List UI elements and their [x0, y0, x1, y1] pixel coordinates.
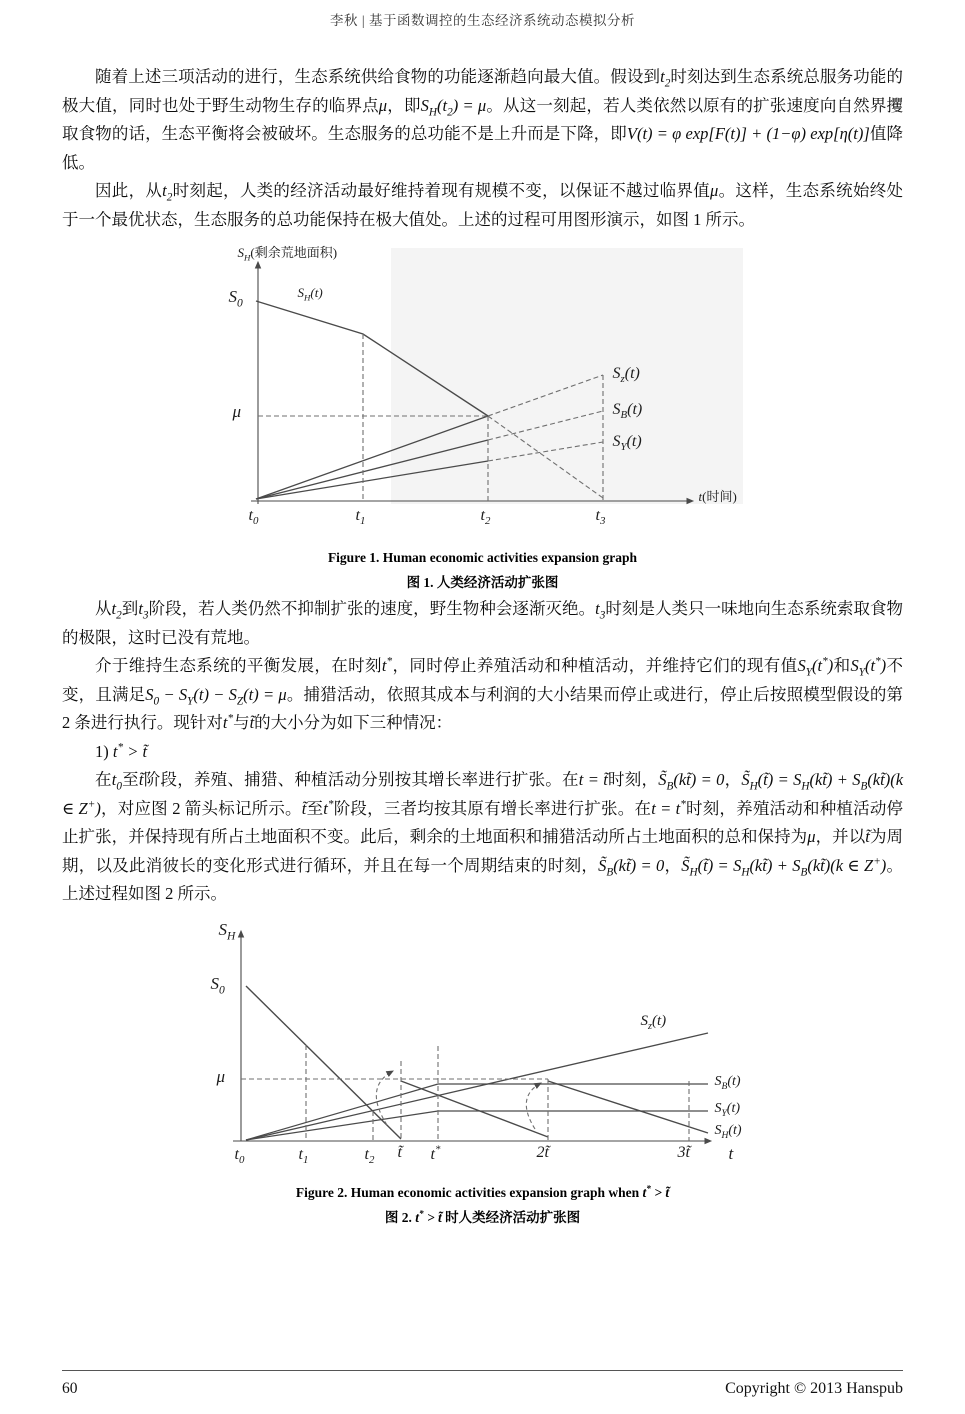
fig1-sz-label: $S_z(t)$: [612, 365, 640, 386]
fig2-sb-label: $S_B(t)$: [714, 1073, 741, 1092]
fig1-x-axis-title: t(时间): [698, 489, 737, 504]
case-1-heading: 1) t* > t̃: [95, 741, 148, 761]
figure-1-caption-zh: 图 1. 人类经济活动扩张图: [406, 575, 559, 590]
fig2-sy-label: $S_Y(t)$: [714, 1100, 741, 1119]
figure-2-chart: [173, 921, 793, 1173]
fig1-mu-label: μ: [232, 402, 242, 421]
fig2-s0-label: $S_0$: [210, 973, 225, 996]
figure-1-caption: [62, 550, 903, 591]
paragraph-4: 介于维持生态系统的平衡发展，在时刻t*，同时停止养殖活动和种植活动，并维持它们的现有值$S_Y(t^*)$和$S_Y(t^*)$不变，且满足$S_0 - S_Y(t) - S_Z(t) = \mu$。捕猎活动，依照其成本与利润的大小结果而停止或进行，停止后按照模型假设的第 2 条进行执行。现针对t*与t̃的大小分为如下三种情况：: [62, 655, 904, 732]
fig1-tick-t2: $t_2$: [480, 507, 491, 528]
page-content: [0, 29, 965, 1226]
paragraph-3: 从$t_2$到$t_3$阶段，若人类仍然不抑制扩张的速度，野生物种会逐渐灭绝。$t_3$时刻是人类只一味地向生态系统索取食物的极限，这时已没有荒地。: [62, 599, 904, 647]
fig1-tick-t1: $t_1$: [355, 507, 366, 528]
fig2-tick-tstar: t*: [430, 1143, 441, 1163]
fig1-y-axis-title: $S_H$(剩余荒地面积): [237, 245, 338, 263]
fig1-s0-label: $S_0$: [228, 287, 243, 310]
figure-2-svg: [173, 921, 793, 1173]
fig1-sh-curve-label: $S_H(t)$: [297, 285, 323, 303]
fig2-y-axis-title: $S_H$: [218, 919, 236, 942]
figure-1-caption-en: Figure 1. Human economic activities expansion graph: [327, 550, 638, 565]
fig2-sz-label: $S_z(t)$: [640, 1012, 667, 1032]
copyright-text: Copyright © 2013 Hanspub: [725, 1380, 903, 1397]
fig1-sy-label: $S_Y(t)$: [612, 433, 642, 454]
paragraph-2: 因此，从$t_2$时刻起，人类的经济活动最好维持着现有规模不变，以保证不越过临界值μ。这样，生态系统始终处于一个最优状态，生态服务的总功能保持在极大值处。上述的过程可用图形演示，如图 1 所示。: [62, 181, 904, 229]
fig1-sb-label: $S_B(t)$: [612, 401, 643, 422]
fig2-tick-t1: $t_1$: [298, 1145, 309, 1166]
paragraph-5: 在$t_0$至t̃阶段，养殖、捕猎、种植活动分别按其增长率进行扩张。在t = t̃时刻，$S̃_B(kt̃) = 0$，$S̃_H(t̃)$ = $S_H(kt̃)$ + $S_B(kt̃)(k$ ∈ Z+)，对应图 2 箭头标记所示。t̃至t*阶段，三者均按其原有增长率进行扩张。在t = t*时刻，养殖活动和种植活动停止扩张，并保持现有所占土地面积不变。此后，剩余的土地面积和捕猎活动所占土地面积的总和保持为μ，并以t̃为周期，以及此消彼长的变化形式进行循环，并且在每一个周期结束的时刻，$S̃_B(kt̃) = 0$，$S̃_H(t̃)$ = $S_H(kt̃)$ + $S_B(kt̃)(k$ ∈ Z+)。上述过程如图 2 所示。: [62, 770, 904, 903]
fig1-tick-t0: $t_0$: [248, 507, 259, 528]
fig1-tick-t3: $t_3$: [595, 507, 606, 528]
figure-1-chart: [203, 246, 763, 538]
figure-2-caption-en: Figure 2. Human economic activities expansion graph when t* > t̃: [295, 1183, 670, 1200]
figure-1-svg: [203, 246, 763, 538]
page-footer: [62, 1370, 903, 1398]
fig2-tick-ttilde: t̃: [397, 1143, 402, 1161]
figure-1: [62, 246, 903, 591]
fig2-tick-t0: $t_0$: [234, 1145, 245, 1166]
fig2-sh-label: $S_H(t)$: [714, 1122, 742, 1141]
fig2-mu-label: μ: [216, 1066, 226, 1086]
figure-2: [62, 921, 903, 1226]
running-header: 李秋 | 基于函数调控的生态经济系统动态模拟分析: [330, 13, 635, 28]
fig2-tick-2ttilde: 2t̃: [536, 1143, 549, 1161]
figure-2-caption: [62, 1185, 903, 1226]
figure-2-caption-zh: 图 2. t* > t̃ 时人类经济活动扩张图: [384, 1208, 581, 1225]
page-number: 60: [62, 1380, 78, 1397]
fig2-tick-t2: $t_2$: [364, 1145, 375, 1166]
paragraph-1: 随着上述三项活动的进行，生态系统供给食物的功能逐渐趋向最大值。假设到$t_2$时刻达到生态系统总服务功能的极大值，同时也处于野生动物生存的临界点μ，即$S_H(t_2) = \mu$。从这一刻起，若人类依然以原有的扩张速度向自然界攫取食物的话，生态平衡将会被破坏。生态服务的总功能不是上升而是下降，即V(t) = φ exp[F(t)] + (1−φ) exp[η(t)]值降低。: [62, 67, 904, 172]
fig2-tick-3ttilde: 3t̃: [677, 1143, 690, 1161]
fig2-x-axis-title: t: [728, 1143, 734, 1163]
